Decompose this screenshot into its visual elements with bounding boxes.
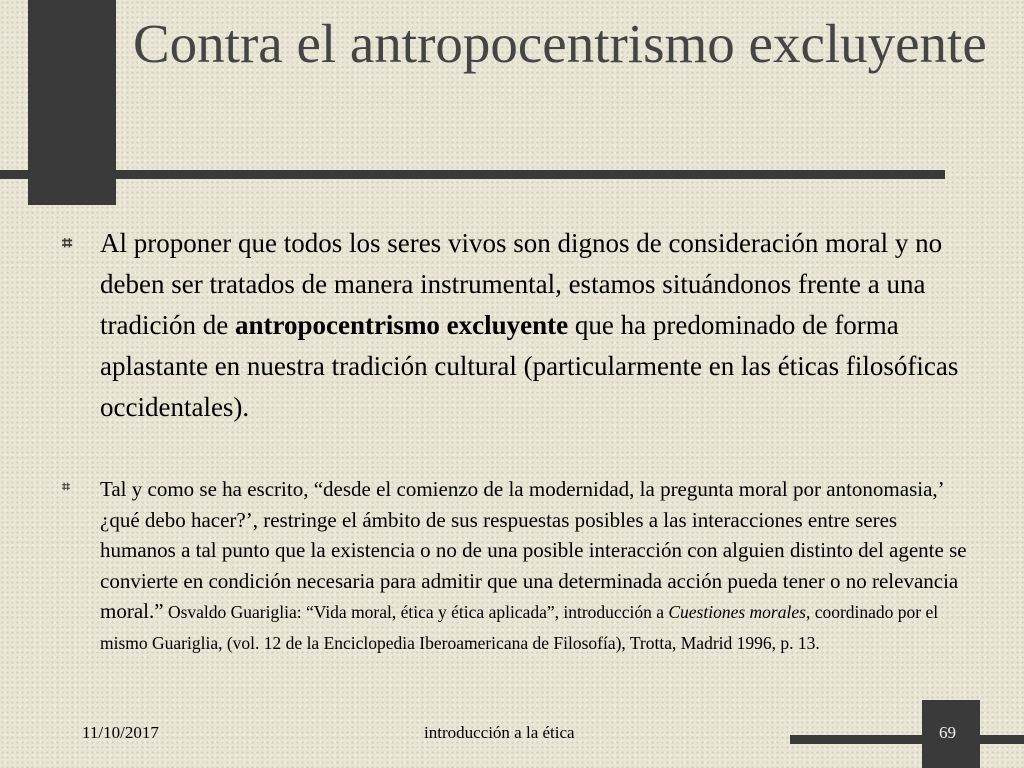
bullet-2-citation-italic: Cuestiones morales [668,602,806,622]
bullet-2-citation-before: Osvaldo Guariglia: “Vida moral, ética y ética aplicada”, introducción a [163,602,669,622]
bullet-2-citation-after: , coordinado por el mismo Guariglia, (vol. 12 de la Enciclopedia Iberoamericana de Filosofía), Trotta, Madrid 1996, p. 13. [100,602,939,653]
page-number: 69 [939,723,956,742]
bullet-2-quote: Tal y como se ha escrito, “desde el comienzo de la modernidad, la pregunta moral por antonomasia,’ ¿qué debo hacer?’, restringe el ámbito de sus respuestas posibles a las interacciones entre seres humanos a tal punto que la existencia o no de una posible interacción con alguien distinto del agente se convierte en condición necesaria para admitir que una determinada acción pueda tener o no relevancia moral.” [100,477,967,623]
decorative-line-bottom [790,735,1024,744]
hash-bullet-icon: ⌗ [62,233,73,254]
bullet-1-text-before: Al proponer que todos los seres vivos son dignos de consideración moral y no deben ser tratados de manera instrumental, estamos situándonos frente a una tradición de [100,228,943,340]
bullet-text-2 [100,474,975,657]
footer-date: 11/10/2017 [82,723,159,742]
slide-title: Contra el antropocentrismo excluyente [133,13,987,74]
bullet-1-text-after: que ha predominado de forma aplastante en nuestra tradición cultural (particularmente en las éticas filosóficas occidentales). [100,310,959,422]
footer-title: introducción a la ética [424,723,575,742]
decorative-line-top [0,170,945,179]
hash-bullet-icon: ⌗ [62,479,70,495]
bullet-text-1 [100,223,980,428]
bullet-1-emphasis: antropocentrismo excluyente [234,310,569,340]
